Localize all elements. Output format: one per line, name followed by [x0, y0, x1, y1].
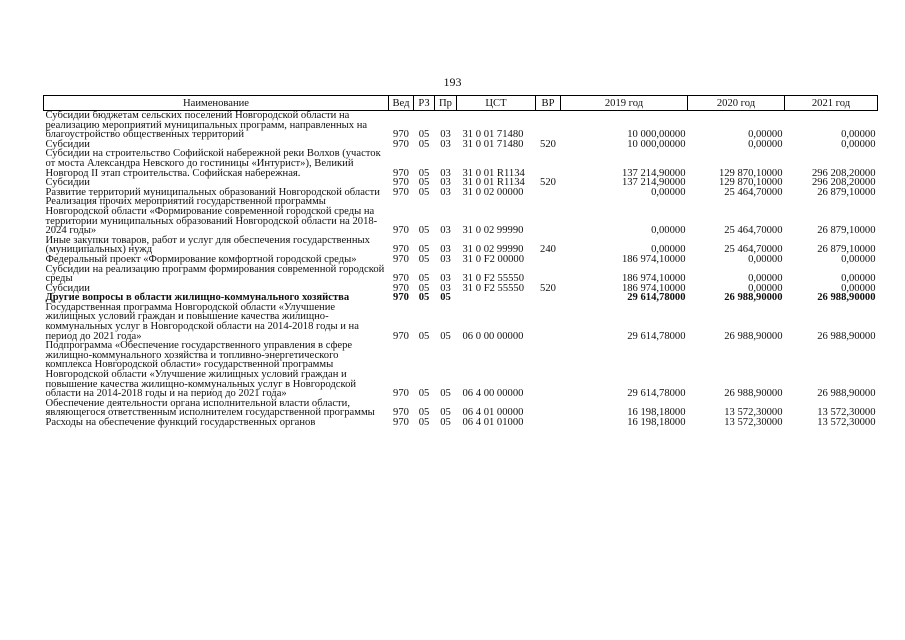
row-vr	[536, 188, 561, 198]
row-2019: 29 614,78000	[627, 292, 686, 304]
row-name: Субсидии на строительство Софийской набережной реки Волхов (участок от моста Александра Невского до гостиницы «Интурист»), Великий Новгород II этап строительства. Софийская набережная.	[45, 148, 381, 179]
header-2019: 2019 год	[561, 96, 688, 111]
row-2020: 129 870,10000	[718, 177, 783, 189]
row-pr: 03	[440, 244, 451, 256]
row-cst: 31 0 01 R1134	[462, 167, 525, 179]
row-ved: 970	[393, 138, 409, 150]
table-row	[44, 303, 878, 341]
row-2021: 0,00000	[841, 138, 876, 150]
row-pr: 03	[440, 138, 451, 150]
row-cst	[457, 293, 536, 303]
row-rz: 05	[418, 330, 430, 342]
row-2021: 13 572,30000	[817, 417, 876, 428]
row-ved: 970	[393, 417, 409, 428]
table-row	[44, 341, 878, 399]
row-2020: 26 988,90000	[724, 292, 783, 304]
row-2020: 0,00000	[748, 253, 783, 265]
row-2020: 0,00000	[748, 129, 783, 141]
row-2021: 26 879,10000	[817, 244, 876, 256]
row-rz: 05	[418, 186, 430, 198]
header-2020: 2020 год	[688, 96, 785, 111]
row-2019: 29 614,78000	[627, 330, 686, 342]
row-vr	[536, 341, 561, 399]
page-number: 193	[443, 75, 462, 89]
row-name: Другие вопросы в области жилищно-коммунального хозяйства	[45, 292, 350, 304]
row-name: Субсидии бюджетам сельских поселений Новгородской области на реализацию мероприятий муниципальных программ, направленных на благоустройство общественных территорий	[45, 110, 368, 141]
row-cst: 31 0 02 99990	[462, 225, 524, 237]
row-ved: 970	[393, 177, 409, 189]
row-2021: 26 879,10000	[817, 225, 876, 237]
row-cst: 06 4 01 00000	[462, 407, 524, 419]
row-2020: 0,00000	[748, 273, 783, 285]
row-rz: 05	[418, 388, 430, 400]
row-name: Развитие территорий муниципальных образований Новгородской области	[45, 186, 380, 198]
row-2019: 137 214,90000	[621, 167, 686, 179]
row-vr	[536, 111, 561, 140]
header-name: Наименование	[44, 96, 389, 111]
row-2020: 13 572,30000	[724, 417, 783, 428]
row-rz: 05	[418, 253, 430, 265]
row-pr: 03	[440, 177, 451, 189]
row-ved: 970	[393, 225, 409, 237]
row-2019: 137 214,90000	[621, 177, 686, 189]
row-pr: 05	[440, 388, 451, 400]
row-2019: 0,00000	[651, 186, 686, 198]
row-2019: 16 198,18000	[627, 417, 686, 428]
row-2021: 296 208,20000	[811, 167, 876, 179]
row-name: Федеральный проект «Формирование комфортной городской среды»	[45, 253, 357, 265]
row-ved: 970	[393, 292, 409, 304]
row-2020: 129 870,10000	[718, 167, 783, 179]
row-ved: 970	[393, 167, 409, 179]
row-vr: 520	[540, 138, 556, 150]
row-name: Обеспечение деятельности органа исполнительной власти области, являющегося ответственным исполнителем государственной программы	[45, 397, 375, 419]
row-cst: 06 4 01 01000	[462, 417, 524, 428]
row-2020: 25 464,70000	[724, 186, 783, 198]
row-2020: 26 988,90000	[724, 388, 783, 400]
row-name: Субсидии	[45, 177, 90, 189]
row-rz: 05	[418, 138, 430, 150]
row-vr	[536, 399, 561, 418]
row-vr	[536, 293, 561, 303]
row-ved: 970	[393, 388, 409, 400]
table-header-row	[44, 96, 878, 111]
row-2019: 186 974,10000	[621, 282, 686, 294]
row-vr: 520	[540, 282, 556, 294]
table-row	[44, 236, 878, 255]
row-2019: 29 614,78000	[627, 388, 686, 400]
table-row	[44, 149, 878, 178]
row-rz: 05	[418, 244, 430, 256]
row-vr	[536, 197, 561, 235]
row-2021: 0,00000	[841, 129, 876, 141]
row-name: Субсидии	[45, 138, 90, 150]
table-row	[44, 111, 878, 140]
row-vr	[536, 265, 561, 284]
row-cst: 31 0 01 71480	[462, 129, 524, 141]
row-pr: 03	[440, 273, 451, 285]
row-2021: 0,00000	[841, 282, 876, 294]
row-2021: 26 879,10000	[817, 186, 876, 198]
row-2021: 13 572,30000	[817, 407, 876, 419]
header-rz: РЗ	[414, 96, 435, 111]
row-pr: 03	[440, 225, 451, 237]
row-cst: 31 0 F2 00000	[462, 253, 525, 265]
row-2020: 0,00000	[748, 282, 783, 294]
table-row	[44, 265, 878, 284]
header-vr: ВР	[536, 96, 561, 111]
row-rz: 05	[418, 129, 430, 141]
row-pr: 03	[440, 129, 451, 141]
row-2019: 10 000,00000	[627, 129, 686, 141]
row-vr	[536, 418, 561, 428]
row-cst: 31 0 02 00000	[462, 186, 524, 198]
row-cst: 06 4 00 00000	[462, 388, 524, 400]
row-pr: 05	[440, 417, 451, 428]
budget-table	[43, 95, 878, 428]
table-row	[44, 399, 878, 418]
row-vr	[536, 149, 561, 178]
row-cst: 31 0 F2 55550	[462, 273, 525, 285]
header-2021: 2021 год	[785, 96, 878, 111]
row-cst: 31 0 01 R1134	[462, 177, 525, 189]
row-2020: 25 464,70000	[724, 244, 783, 256]
row-ved: 970	[393, 282, 409, 294]
row-2021: 296 208,20000	[811, 177, 876, 189]
row-2019: 0,00000	[651, 225, 686, 237]
row-2020: 13 572,30000	[724, 407, 783, 419]
row-name: Субсидии	[45, 282, 90, 294]
row-rz: 05	[418, 417, 430, 428]
row-vr	[536, 303, 561, 341]
row-cst: 31 0 01 71480	[462, 138, 524, 150]
row-vr: 240	[540, 244, 556, 256]
row-cst: 06 0 00 00000	[462, 330, 524, 342]
row-2020: 25 464,70000	[724, 225, 783, 237]
row-vr	[536, 255, 561, 265]
row-name: Государственная программа Новгородской области «Улучшение жилищных условий граждан и повышение качества жилищно-коммунальных услуг в Новгородской области на 2014-2018 годы и на период до 2021 года»	[45, 301, 359, 342]
header-pr: Пр	[435, 96, 457, 111]
row-cst: 31 0 F2 55550	[462, 282, 525, 294]
row-pr: 03	[440, 282, 451, 294]
row-rz: 05	[418, 282, 430, 294]
table-row	[44, 197, 878, 235]
row-ved: 970	[393, 244, 409, 256]
row-2021: 26 988,90000	[817, 388, 876, 400]
row-name: Подпрограмма «Обеспечение государственного управления в сфере жилищно-коммунального хозяйства и топливно-энергетического комплекса Новгородской области» государственной программы Новгородской области «Улучшение жилищных условий граждан и повышение качества жилищно-коммунальных услуг в Новгородской области на 2014-2018 годы и на период до 2021 года»	[45, 340, 357, 400]
row-name: Иные закупки товаров, работ и услуг для обеспечения государственных (муниципальных) нужд	[45, 234, 370, 256]
row-cst: 31 0 02 99990	[462, 244, 524, 256]
row-ved: 970	[393, 186, 409, 198]
row-2019: 186 974,10000	[621, 253, 686, 265]
table-row	[44, 418, 878, 428]
row-ved: 970	[393, 407, 409, 419]
row-rz: 05	[418, 273, 430, 285]
row-2021: 26 988,90000	[817, 292, 876, 304]
row-ved: 970	[393, 253, 409, 265]
header-cst: ЦСТ	[457, 96, 536, 111]
row-pr: 05	[440, 407, 451, 419]
row-name: Расходы на обеспечение функций государственных органов	[45, 417, 316, 428]
row-name: Субсидии на реализацию программ формирования современной городской среды	[45, 263, 385, 285]
row-2021: 0,00000	[841, 273, 876, 285]
row-rz: 05	[418, 407, 430, 419]
row-name: Реализация прочих мероприятий государственной программы Новгородской области «Формирование современной городской среды на территории муниципальных образований Новгородской области на 2018-2024 годы»	[45, 196, 378, 237]
row-ved: 970	[393, 330, 409, 342]
row-rz: 05	[418, 177, 430, 189]
row-2020: 26 988,90000	[724, 330, 783, 342]
row-pr: 05	[440, 292, 451, 304]
row-pr: 05	[440, 330, 451, 342]
row-rz: 05	[418, 225, 430, 237]
row-2019: 0,00000	[651, 244, 686, 256]
row-pr: 03	[440, 167, 451, 179]
row-vr: 520	[540, 177, 556, 189]
row-2019: 16 198,18000	[627, 407, 686, 419]
row-ved: 970	[393, 273, 409, 285]
row-2020: 0,00000	[748, 138, 783, 150]
row-ved: 970	[393, 129, 409, 141]
row-2019: 186 974,10000	[621, 273, 686, 285]
row-pr: 03	[440, 253, 451, 265]
row-2021: 26 988,90000	[817, 330, 876, 342]
row-pr: 03	[440, 186, 451, 198]
row-rz: 05	[418, 292, 430, 304]
header-ved: Вед	[389, 96, 414, 111]
row-2021: 0,00000	[841, 253, 876, 265]
row-2019: 10 000,00000	[627, 138, 686, 150]
row-rz: 05	[418, 167, 430, 179]
